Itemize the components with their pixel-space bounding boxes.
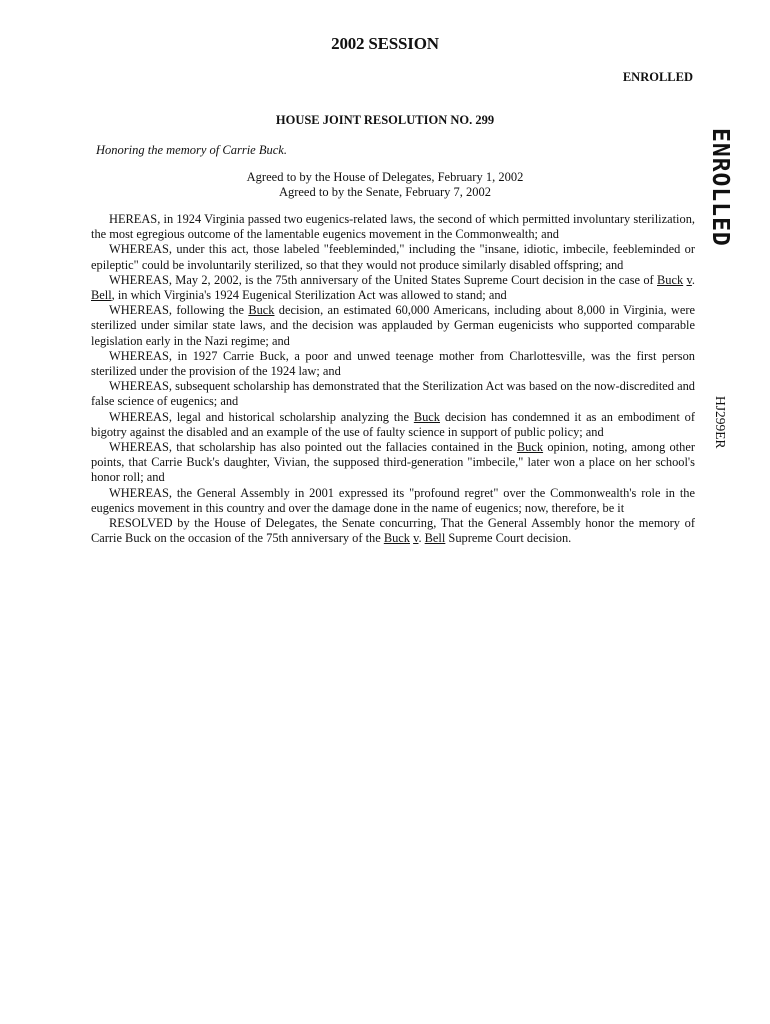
paragraph-1: HEREAS, in 1924 Virginia passed two eugenics-related laws, the second of which permitted involuntary sterilization, the most egregious outcome of the lamentable eugenics movement in the Commonwealth; and [91, 212, 695, 242]
case-name-buck: Buck [657, 272, 684, 287]
paragraph-4 [91, 303, 695, 349]
paragraph-3 [91, 273, 695, 303]
paragraph-7 [91, 410, 695, 440]
paragraph-7-text-a: WHEREAS, legal and historical scholarship analyzing the [109, 409, 414, 424]
margin-enrolled-stamp: ENROLLED [707, 128, 733, 247]
paragraph-9: WHEREAS, the General Assembly in 2001 expressed its "profound regret" over the Commonwealth's role in the eugenics movement in this country and over the damage done in the name of eugenics; now, therefore, be it [91, 485, 695, 515]
margin-document-code: HJ299ER [713, 396, 728, 449]
case-name-buck: Buck [413, 409, 440, 424]
paragraph-5: WHEREAS, in 1927 Carrie Buck, a poor and unwed teenage mother from Charlottesville, was the first person sterilized under the provision of the 1924 law; and [91, 348, 695, 379]
resolution-subtitle: Honoring the memory of Carrie Buck. [96, 143, 287, 157]
paragraph-4-text-a: WHEREAS, following the [109, 303, 249, 318]
paragraph-6: WHEREAS, subsequent scholarship has demonstrated that the Sterilization Act was based on the now-discredited and false science of eugenics; and [91, 379, 695, 409]
paragraph-8-text-b: opinion, noting, among other points, that Carrie Buck's daughter, Vivian, the supposed third-generation "imbecile," later won a place on her school's honor roll; and [91, 440, 695, 485]
paragraph-2: WHEREAS, under this act, those labeled "feebleminded," including the "insane, idiotic, imbecile, feebleminded or epileptic" could be involuntarily sterilized, so that they would not produce similarly disabled offspring; and [91, 242, 695, 272]
paragraph-8-text-a: WHEREAS, that scholarship has also pointed out the fallacies contained in the [109, 440, 517, 455]
case-name-bell: Bell [424, 531, 446, 546]
case-versus: v [413, 531, 419, 546]
paragraph-7-text-b: decision has condemned it as an embodiment of bigotry against the disabled and an example of the use of faulty science in support of public policy; and [91, 409, 695, 439]
case-dot: . [418, 531, 425, 546]
session-heading: 2002 SESSION [331, 34, 439, 53]
agreed-dates [0, 170, 770, 200]
case-name-bell: Bell [91, 288, 112, 303]
agreed-senate: Agreed to by the Senate, February 7, 2002 [278, 185, 492, 199]
case-name-buck: Buck [516, 440, 544, 455]
case-versus: v [686, 272, 692, 287]
case-name-buck: Buck [248, 303, 275, 318]
case-dot: . [691, 272, 695, 287]
paragraph-4-text-b: decision, an estimated 60,000 Americans, including about 8,000 in Virginia, were sterilized under similar state laws, and the decision was applauded by German eugenicists who supported comparable legislation early in the Nazi regime; and [91, 303, 695, 348]
paragraph-3-text-a: WHEREAS, May 2, 2002, is the 75th anniversary of the United States Supreme Court decision in the case of [109, 272, 657, 287]
paragraph-10-text-b: Supreme Court decision. [445, 531, 572, 546]
resolution-body [91, 212, 695, 546]
resolution-title: HOUSE JOINT RESOLUTION NO. 299 [275, 113, 495, 127]
paragraph-10-text-a: RESOLVED by the House of Delegates, the Senate concurring, That the General Assembly honor the memory of Carrie Buck on the occasion of the 75th anniversary of the [91, 516, 695, 546]
case-name-buck: Buck [383, 531, 410, 546]
enrolled-label: ENROLLED [622, 70, 693, 84]
agreed-house: Agreed to by the House of Delegates, February 1, 2002 [246, 170, 524, 184]
paragraph-3-text-b: , in which Virginia's 1924 Eugenical Sterilization Act was allowed to stand; and [111, 288, 507, 303]
paragraph-10 [91, 516, 695, 546]
paragraph-8 [91, 440, 695, 486]
